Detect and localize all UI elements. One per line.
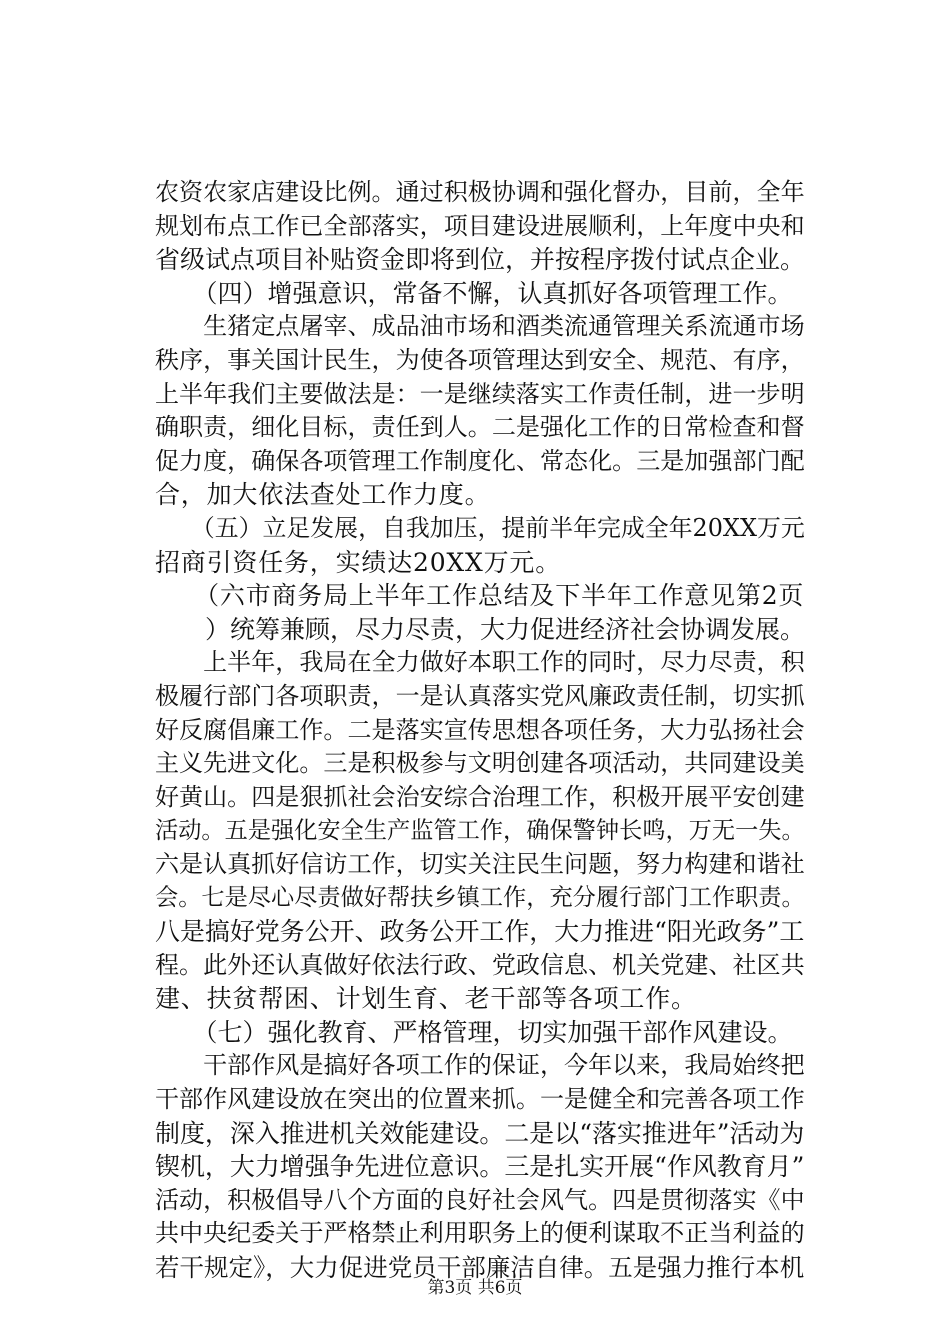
text-line: 程。此外还认真做好依法行政、党政信息、机关党建、社区共 [155,950,805,979]
text-line: 建、扶贫帮困、计划生育、老干部等各项工作。 [155,984,697,1014]
text-line: 农资农家店建设比例。通过积极协调和强化督办，目前，全年 [155,178,805,206]
text-line: 招商引资任务，实绩达20XX万元。 [155,547,562,577]
text-line: 生猪定点屠宰、成品油市场和酒类流通管理关系流通市场 [155,312,805,341]
section-heading: （六市商务局上半年工作总结及下半年工作意见第2页 [155,581,805,611]
section-heading: ）统筹兼顾，尽力尽责，大力促进经济社会协调发展。 [155,614,806,644]
text-line: 八是搞好党务公开、政务公开工作，大力推进“阳光政务”工 [155,917,805,947]
text-line: 确职责，细化目标，责任到人。二是强化工作的日常检查和督 [155,413,805,442]
page-footer [0,1277,950,1299]
text-line: 促力度，确保各项管理工作制度化、常态化。三是加强部门配 [155,446,805,475]
text-line: 好黄山。四是狠抓社会治安综合治理工作，积极开展平安创建 [155,782,805,811]
text-line: 干部作风是搞好各项工作的保证，今年以来，我局始终把 [155,1051,805,1080]
text-line: 活动。五是强化安全生产监管工作，确保警钟长鸣，万无一失。 [155,817,805,845]
text-line: 共中央纪委关于严格禁止利用职务上的便利谋取不正当利益的 [155,1219,805,1248]
document-body [155,176,806,1285]
text-line: 制度，深入推进机关效能建设。二是以“落实推进年”活动为 [155,1118,805,1148]
text-line: 上半年我们主要做法是：一是继续落实工作责任制，进一步明 [155,379,805,408]
text-line: 干部作风建设放在突出的位置来抓。一是健全和完善各项工作 [155,1085,805,1114]
page-number: 第3页 共6页 [427,1278,523,1298]
text-line: 合，加大依法查处工作力度。 [155,480,491,510]
text-line: 好反腐倡廉工作。二是落实宣传思想各项任务，大力弘扬社会 [155,715,805,744]
text-line: 主义先进文化。三是积极参与文明创建各项活动，共同建设美 [155,749,805,778]
text-line: 规划布点工作已全部落实，项目建设进展顺利，上年度中央和 [155,211,805,240]
text-line: 六是认真抓好信访工作，切实关注民生问题，努力构建和谐社 [155,849,805,878]
text-line: 若干规定》，大力促进党员干部廉洁自律。五是强力推行本机 [155,1253,805,1282]
text-line: 锲机，大力增强争先进位意识。三是扎实开展“作风教育月” [155,1152,805,1182]
text-line: 活动，积极倡导八个方面的良好社会风气。四是贯彻落实《中 [155,1185,805,1214]
text-line: 上半年，我局在全力做好本职工作的同时，尽力尽责，积 [155,648,805,677]
text-line: 省级试点项目补贴资金即将到位，并按程序拨付试点企业。 [155,245,806,275]
text-line: 秩序，事关国计民生，为使各项管理达到安全、规范、有序， [155,345,805,374]
section-heading: （七）强化教育、严格管理，切实加强干部作风建设。 [155,1017,793,1047]
section-heading: （五）立足发展，自我加压，提前半年完成全年20XX万元 [155,513,805,542]
text-line: 极履行部门各项职责，一是认真落实党风廉政责任制，切实抓 [155,681,805,710]
text-line: 会。七是尽心尽责做好帮扶乡镇工作，充分履行部门工作职责。 [155,884,805,912]
section-heading: （四）增强意识，常备不懈，认真抓好各项管理工作。 [155,278,793,308]
